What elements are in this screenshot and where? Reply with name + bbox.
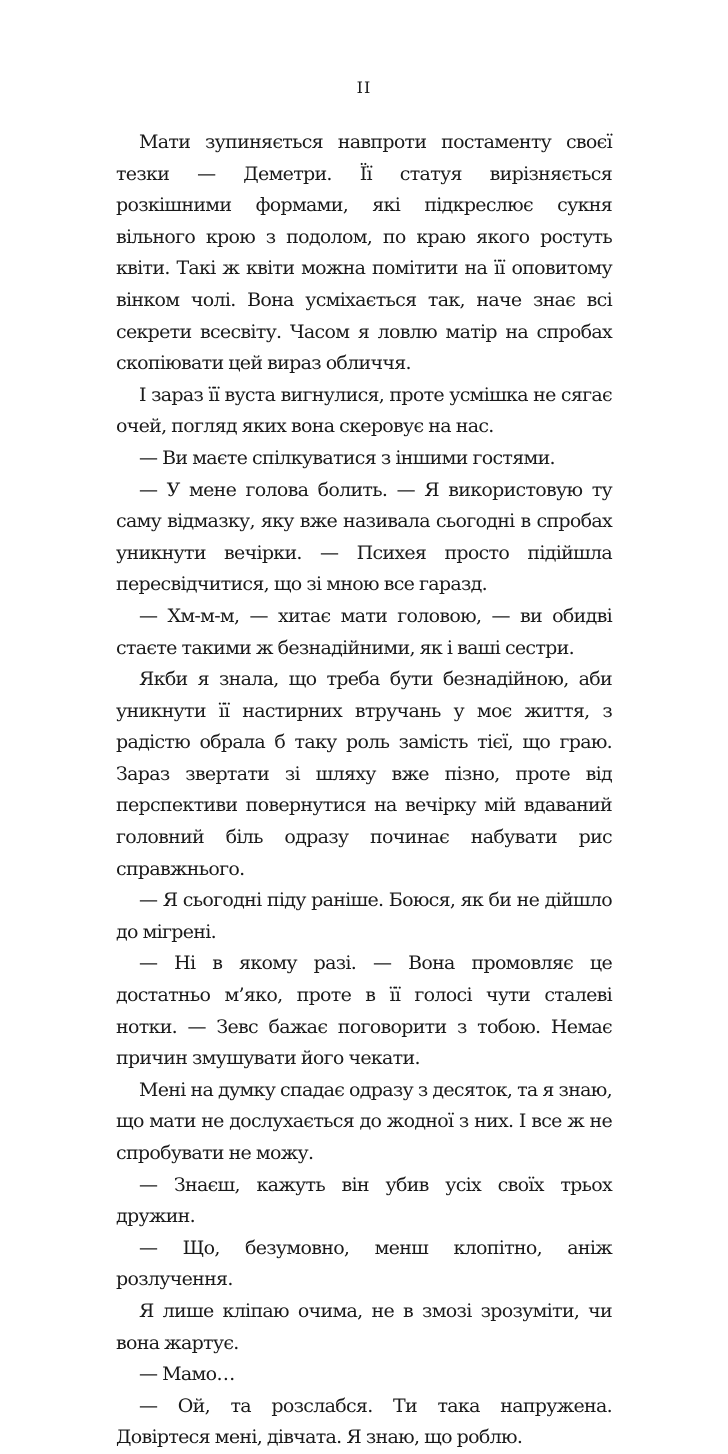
dialogue-line: — Ні в якому разі. — Вона промовляє це достатньо м’яко, проте в її голосі чути сталеві нотки. — Зевс бажає поговорити з тобою. Немає причин змушувати його чекати. xyxy=(116,952,612,1070)
dialogue-line: — Ви маєте спілкуватися з іншими гостями. xyxy=(139,446,555,469)
paragraph: Мені на думку спадає одразу з десяток, та я знаю, що мати не дослухається до жодної з них. І все ж не спробувати не можу. xyxy=(116,1078,612,1164)
paragraph: Якби я знала, що треба бути безнадійною, аби уникнути її настирних втручань у моє життя, з радістю обрала б таку роль замість тієї, що граю. Зараз звертати зі шляху вже пізно, проте від перспективи повернутися на вечірку мій вдаваний головний біль одразу починає набувати рис справжнього. xyxy=(116,668,612,880)
chapter-number: II xyxy=(356,78,372,97)
dialogue-line: — Знаєш, кажуть він убив усіх своїх трьох дружин. xyxy=(116,1173,612,1228)
dialogue-line: — Мамо… xyxy=(139,1363,235,1386)
dialogue-line: — Що, безумовно, менш клопітно, аніж розлучення. xyxy=(116,1236,612,1291)
dialogue-line: — Хм-м-м, — хитає мати головою, — ви обидві стаєте такими ж безнадійними, як і ваші сестри. xyxy=(116,604,612,659)
paragraph: Мати зупиняється навпроти постаменту своєї тезки — Деметри. Її статуя вирізняється розкішними формами, які підкреслює сукня вільного крою з подолом, по краю якого ростуть квіти. Такі ж квіти можна помітити на її оповитому вінком чолі. Вона усміхається так, наче знає всі секрети всесвіту. Часом я ловлю матір на спробах скопіювати цей вираз обличчя. xyxy=(116,131,612,375)
dialogue-line: — У мене голова болить. — Я використовую ту саму відмазку, яку вже називала сьогодні в спробах уникнути вечірки. — Психея просто підійшла пересвідчитися, що зі мною все гаразд. xyxy=(116,478,612,596)
dialogue-line: — Я сьогодні піду раніше. Боюся, як би не дійшло до мігрені. xyxy=(116,889,612,943)
dialogue-line: — Ой, та розслабся. Ти така напружена. Довіртеся мені, дівчата. Я знаю, що роблю. xyxy=(116,1394,612,1449)
paragraph: Я лише кліпаю очима, не в змозі зрозуміти, чи вона жартує. xyxy=(116,1299,612,1354)
body-text xyxy=(116,127,612,1454)
paragraph: І зараз її вуста вигнулися, проте усмішка не сягає очей, погляд яких вона скеровує на нас. xyxy=(116,383,612,438)
